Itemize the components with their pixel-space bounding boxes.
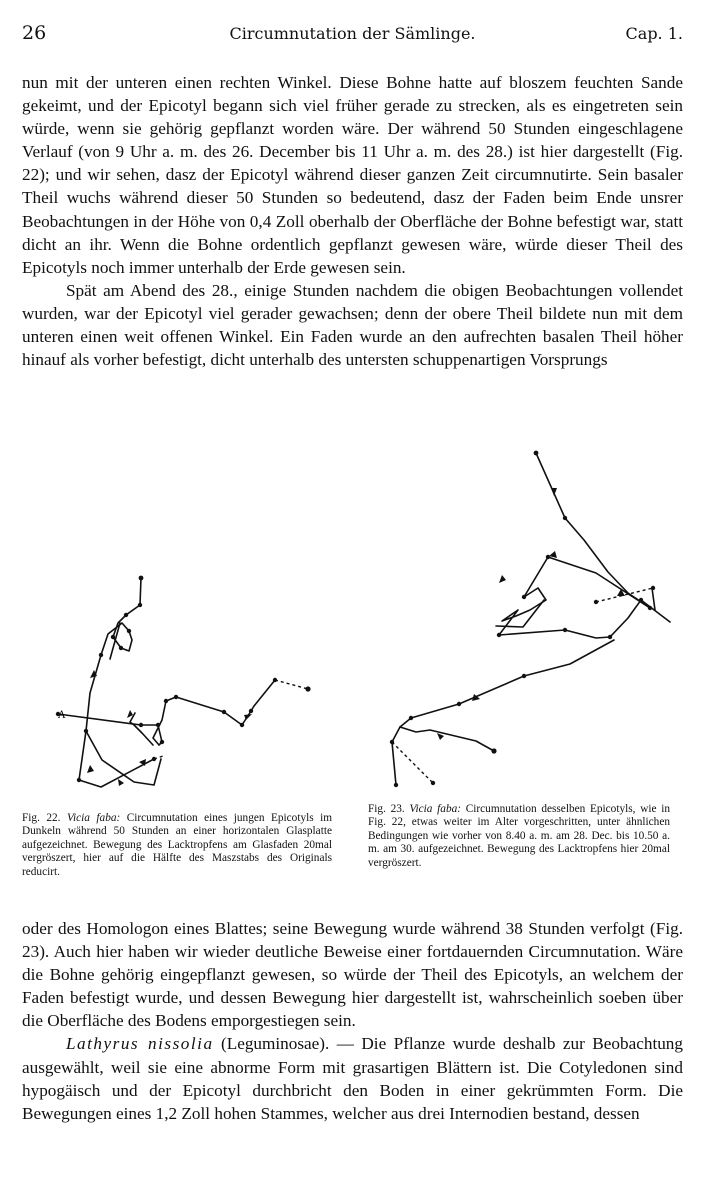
figure-22-caption-text: Circumnutation eines jungen Epicotyls im Dunkeln während 50 Stunden an einer horizontalen Glasplatte aufgezeichnet. Bewegung des Lacktropfens am Glasfaden 20mal vergröszert, hier auf die Hälfte des Maszstabs des Originals reducirt. [22, 812, 333, 878]
paragraph [22, 1032, 683, 1124]
figure-23-label: Fig. 23. [368, 803, 405, 815]
figure-22-caption [22, 812, 332, 879]
body-text-bottom [22, 917, 683, 1125]
chapter-label: Cap. 1. [625, 24, 683, 43]
page-number: 26 [22, 22, 47, 44]
figure-22-label: Fig. 22. [22, 812, 61, 824]
figure-22-diagram [46, 575, 336, 800]
figure-23-species: Vicia faba: [409, 803, 462, 815]
paragraph-rest: (Leguminosae). — Die Pflanze wurde deshalb zur Beobachtung ausgewählt, weil sie eine abnorme Form mit grasartigen Blättern ist. Die Cotyledonen sind hypogäisch und der Epicotyl durchbricht den Boden in einer gekrümmten Form. Die Bewegungen eines 1,2 Zoll hohen Stammes, welcher aus drei Internodien bestand, dessen [22, 1034, 683, 1123]
page-header [22, 22, 683, 48]
paragraph: nun mit der unteren einen rechten Winkel. Diese Bohne hatte auf bloszem feuchten Sande gekeimt, und der Epicotyl begann sich viel früher gerade zu strecken, als es eingetreten sein würde, wenn sie gehörig gepflanzt worden wäre. Der während 50 Stunden eingeschlagene Verlauf (von 9 Uhr a. m. des 26. December bis 11 Uhr a. m. des 28.) ist hier dargestellt (Fig. 22); und wir sehen, dasz der Epicotyl während dieser ganzen Zeit circumnutirte. Sein basaler Theil wuchs während dieser 50 Stunden so bedeutend, dasz der Faden beim Ende unsrer Beobachtungen in der Höhe von 0,4 Zoll oberhalb der Oberfläche der Bohne befestigt war, statt dicht an ihr. Wenn die Bohne ordentlich gepflanzt gewesen wäre, würde dieser Theil des Epicotyls noch immer unterhalb der Erde gewesen sein. [22, 73, 683, 277]
figure-23-diagram [360, 440, 700, 800]
species-name: Lathyrus nissolia [66, 1034, 214, 1054]
running-title: Circumnutation der Sämlinge. [229, 24, 476, 43]
svg-text:A: A [58, 710, 66, 721]
figure-23-caption [368, 803, 670, 870]
figure-23-caption-text: Circumnutation desselben Epicotyls, wie in Fig. 22, etwas weiter im Alter vorgeschritten, unter ähnlichen Bedingungen wie vorher von 8.40 a. m. am 28. Dec. bis 10.50 a. m. am 30. aufgezeichnet. Bewegung des Lacktropfens hier 20mal vergröszert. [368, 803, 671, 869]
body-text-top [22, 71, 683, 371]
paragraph: Spät am Abend des 28., einige Stunden nachdem die obigen Beobachtungen vollendet wurden, war der Epicotyl viel gerader gewachsen; denn der obere Theil bildete nun mit dem unteren einen weit offenen Winkel. Ein Faden wurde an den aufrechten basalen Theil höher hinauf als vorher befestigt, dicht unterhalb des untersten schuppenartigen Vorsprungs [22, 280, 683, 370]
paragraph: oder des Homologon eines Blattes; seine Bewegung wurde während 38 Stunden verfolgt (Fig. 23). Auch hier haben wir wieder deutliche Beweise einer fortdauernden Circumnutation. Wäre die Bohne gehörig eingepflanzt gewesen, so würde der Theil des Epicotyls, an welchem der Faden befestigt wurde, und dessen Bewegung hier dargestellt ist, wahrscheinlich soeben über die Oberfläche des Bodens emporgestiegen sein. [22, 919, 683, 1031]
figure-22-species: Vicia faba: [66, 812, 121, 824]
